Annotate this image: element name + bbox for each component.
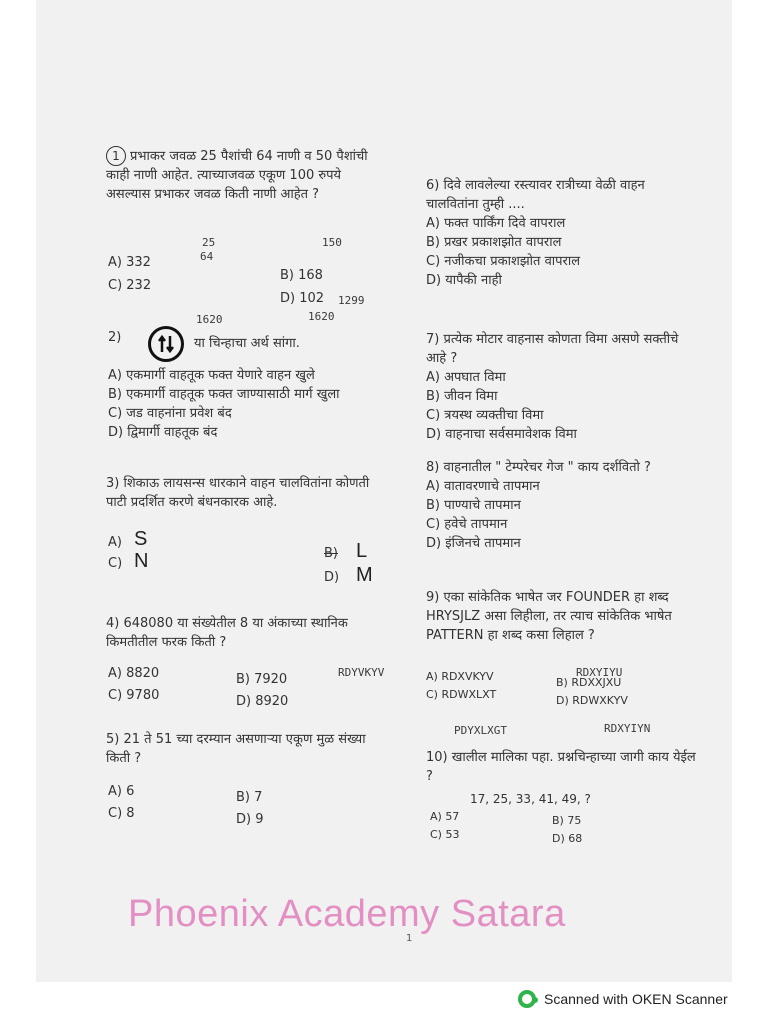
question-4 (106, 614, 376, 652)
q10-series: 17, 25, 33, 41, 49, ? (470, 792, 591, 806)
q5-option-d: D) 9 (236, 812, 264, 827)
q1-handwritten-64: 64 (200, 250, 214, 263)
q3-value-s: S (134, 528, 148, 550)
question-1-text: प्रभाकर जवळ 25 पैशांची 64 नाणी व 50 पैशांची काही नाणी आहेत. त्याच्याजवळ एकूण 100 रुपये असल्यास प्रभाकर जवळ किती नाणी आहेत ? (106, 149, 368, 202)
question-1 (106, 146, 376, 204)
q8-option-a: A) वातावरणाचे तापमान (426, 479, 540, 494)
question-6-text: 6) दिवे लावलेल्या रस्त्यावर रात्रीच्या वेळी वाहन चालवितांना तुम्ही .... (426, 178, 645, 212)
q3-option-b: B) (324, 546, 338, 561)
q5-option-c: C) 8 (108, 806, 135, 821)
q1-handwritten-1299: 1299 (338, 294, 365, 307)
question-5-text: 5) 21 ते 51 च्या दरम्यान असणाऱ्या एकूण मुळ संख्या किती ? (106, 732, 366, 766)
q4-option-a: A) 8820 (108, 666, 160, 681)
q9-handwritten-4: PDYXLXGT (454, 724, 507, 737)
exam-page (36, 0, 732, 982)
q2-option-c: C) जड वाहनांना प्रवेश बंद (108, 406, 232, 421)
question-6 (426, 176, 701, 290)
q9-handwritten-1: RDYVKYV (338, 666, 385, 679)
q7-option-a: A) अपघात विमा (426, 370, 506, 385)
q9-handwritten-2: RDXYIYU (576, 666, 623, 679)
q4-option-d: D) 8920 (236, 694, 289, 709)
q7-option-c: C) त्रयस्थ व्यक्तीचा विमा (426, 408, 544, 423)
q8-option-d: D) इंजिनचे तापमान (426, 536, 521, 551)
q10-option-b: B) 75 (552, 814, 582, 827)
question-10 (426, 748, 701, 786)
q4-option-b: B) 7920 (236, 672, 288, 687)
q7-option-b: B) जीवन विमा (426, 389, 498, 404)
q1-handwritten-150: 150 (322, 236, 342, 249)
question-number-circle: 1 (106, 146, 126, 166)
q2-text: या चिन्हाचा अर्थ सांगा. (194, 336, 300, 351)
q7-option-d: D) वाहनाचा सर्वसमावेशक विमा (426, 427, 577, 442)
oken-scanner-logo-icon (518, 990, 536, 1008)
arrows-icon (156, 334, 176, 354)
q1-option-d: D) 102 (280, 291, 325, 306)
q8-option-c: C) हवेचे तापमान (426, 517, 508, 532)
q9-option-d: D) RDWXKYV (556, 694, 628, 707)
question-10-text: 10) खालील मालिका पहा. प्रश्नचिन्हाच्या जागी काय येईल ? (426, 750, 696, 784)
page-number: 1 (406, 933, 413, 944)
question-3-text: 3) शिकाऊ लायसन्स धारकाने वाहन चालवितांना कोणती पाटी प्रदर्शित करणे बंधनकारक आहे. (106, 476, 370, 510)
q5-option-b: B) 7 (236, 790, 263, 805)
q9-option-a: A) RDXVKYV (426, 670, 494, 683)
question-7 (426, 330, 701, 444)
q9-option-c: C) RDWXLXT (426, 688, 497, 701)
q2-number: 2) (108, 330, 122, 345)
q1-handwritten-25: 25 (202, 236, 216, 249)
q3-option-d: D) (324, 570, 340, 585)
q1-option-b: B) 168 (280, 268, 323, 283)
question-9 (426, 588, 701, 645)
question-2-options (108, 366, 388, 442)
q2-option-b: B) एकमार्गी वाहतूक फक्त जाण्यासाठी मार्ग खुला (108, 387, 340, 402)
question-7-text: 7) प्रत्येक मोटार वाहनास कोणता विमा असणे सक्तीचे आहे ? (426, 332, 679, 366)
question-5 (106, 730, 376, 768)
question-4-text: 4) 648080 या संख्येतील 8 या अंकाच्या स्थानिक किमतीतील फरक किती ? (106, 616, 348, 650)
question-8-text: 8) वाहनातील " टेम्परेचर गेज " काय दर्शवितो ? (426, 460, 651, 475)
q1-option-c: C) 232 (108, 278, 152, 293)
q6-option-a: A) फक्त पार्किंग दिवे वापराल (426, 216, 566, 231)
q9-option-b: B) RDXXJXU (556, 676, 622, 689)
q6-option-b: B) प्रखर प्रकाशझोत वापराल (426, 235, 562, 250)
scanner-badge (518, 990, 728, 1008)
no-two-way-traffic-sign (148, 326, 184, 362)
q10-option-a: A) 57 (430, 810, 460, 823)
q3-value-m: M (356, 564, 373, 586)
q1-option-a: A) 332 (108, 255, 151, 270)
q2-option-d: D) द्विमार्गी वाहतूक बंद (108, 425, 218, 440)
academy-watermark: Phoenix Academy Satara (128, 893, 566, 935)
q8-option-b: B) पाण्याचे तापमान (426, 498, 521, 513)
q3-value-n: N (134, 550, 149, 572)
q9-handwritten-3: RDXYIYN (604, 722, 651, 735)
q3-option-c: C) (108, 556, 123, 571)
question-9-text: 9) एका सांकेतिक भाषेत जर FOUNDER हा शब्द HRYSJLZ असा लिहीला, तर त्याच सांकेतिक भाषेत PATTERN हा शब्द कसा लिहाल ? (426, 590, 672, 643)
q5-option-a: A) 6 (108, 784, 135, 799)
scanner-label: Scanned with OKEN Scanner (544, 991, 728, 1007)
q1-handwritten-1620b: 1620 (308, 310, 335, 323)
question-8 (426, 458, 701, 553)
q10-option-d: D) 68 (552, 832, 583, 845)
q3-option-a: A) (108, 535, 122, 550)
q3-value-l: L (356, 540, 368, 562)
q10-option-c: C) 53 (430, 828, 460, 841)
q6-option-d: D) यापैकी नाही (426, 273, 502, 288)
question-3 (106, 474, 376, 512)
q6-option-c: C) नजीकचा प्रकाशझोत वापराल (426, 254, 581, 269)
q4-option-c: C) 9780 (108, 688, 160, 703)
q1-handwritten-1620: 1620 (196, 313, 223, 326)
q2-option-a: A) एकमार्गी वाहतूक फक्त येणारे वाहन खुले (108, 368, 315, 383)
